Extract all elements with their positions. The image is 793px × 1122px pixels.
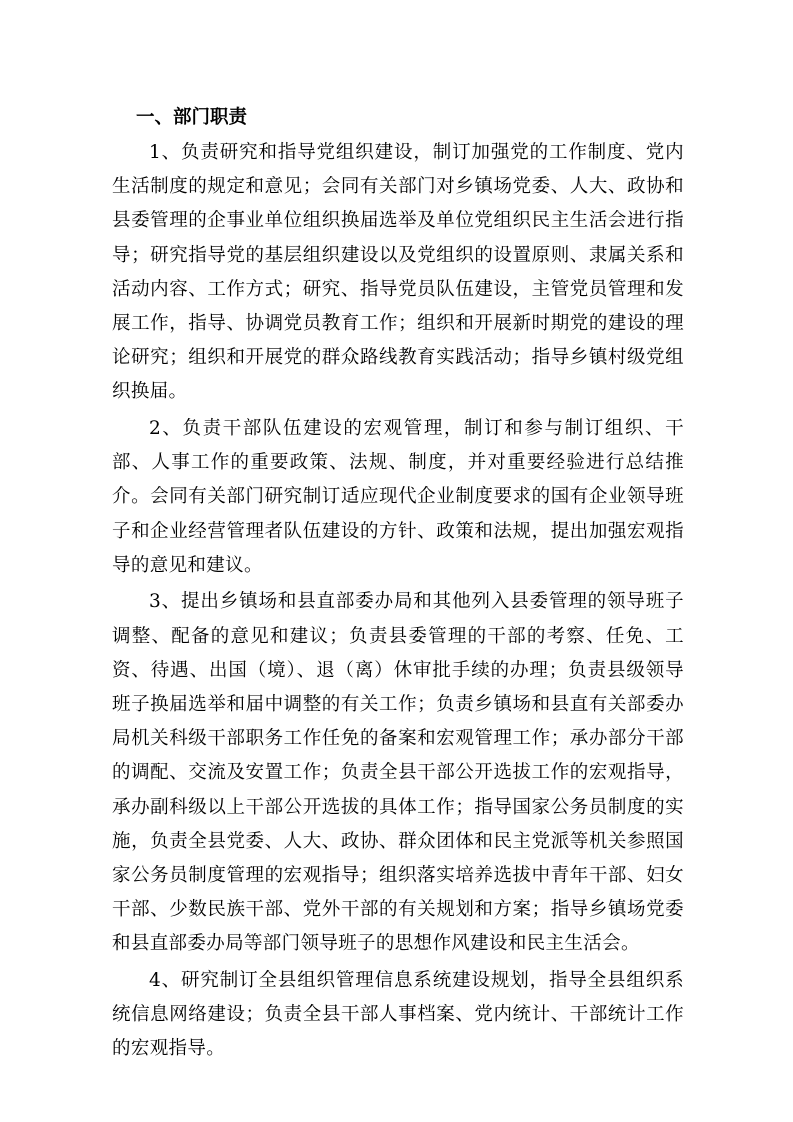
document-body <box>112 100 684 1069</box>
paragraph-2: 2、负责干部队伍建设的宏观管理，制订和参与制订组织、干部、人事工作的重要政策、法规、制度，并对重要经验进行总结推介。会同有关部门研究制订适应现代企业制度要求的国有企业领导班子和企业经营管理者队伍建设的方针、政策和法规，提出加强宏观指导的意见和建议。 <box>112 418 684 576</box>
paragraph-1: 1、负责研究和指导党组织建设，制订加强党的工作制度、党内生活制度的规定和意见；会同有关部门对乡镇场党委、人大、政协和县委管理的企事业单位组织换届选举及单位党组织民主生活会进行指导；研究指导党的基层组织建设以及党组织的设置原则、隶属关系和活动内容、工作方式；研究、指导党员队伍建设，主管党员管理和发展工作，指导、协调党员教育工作；组织和开展新时期党的建设的理论研究；组织和开展党的群众路线教育实践活动；指导乡镇村级党组织换届。 <box>112 142 684 403</box>
paragraph-4: 4、研究制订全县组织管理信息系统建设规划，指导全县组织系统信息网络建设；负责全县干部人事档案、党内统计、干部统计工作的宏观指导。 <box>112 970 684 1060</box>
paragraph-3: 3、提出乡镇场和县直部委办局和其他列入县委管理的领导班子调整、配备的意见和建议；负责县委管理的干部的考察、任免、工资、待遇、出国（境）、退（离）休审批手续的办理；负责县级领导班子换届选举和届中调整的有关工作；负责乡镇场和县直有关部委办局机关科级干部职务工作任免的备案和宏观管理工作；承办部分干部的调配、交流及安置工作；负责全县干部公开选拔工作的宏观指导，承办副科级以上干部公开选拔的具体工作；指导国家公务员制度的实施，负责全县党委、人大、政协、群众团体和民主党派等机关参照国家公务员制度管理的宏观指导；组织落实培养选拔中青年干部、妇女干部、少数民族干部、党外干部的有关规划和方案；指导乡镇场党委和县直部委办局等部门领导班子的思想作风建设和民主生活会。 <box>112 591 684 955</box>
section-heading: 一、部门职责 <box>136 107 248 128</box>
